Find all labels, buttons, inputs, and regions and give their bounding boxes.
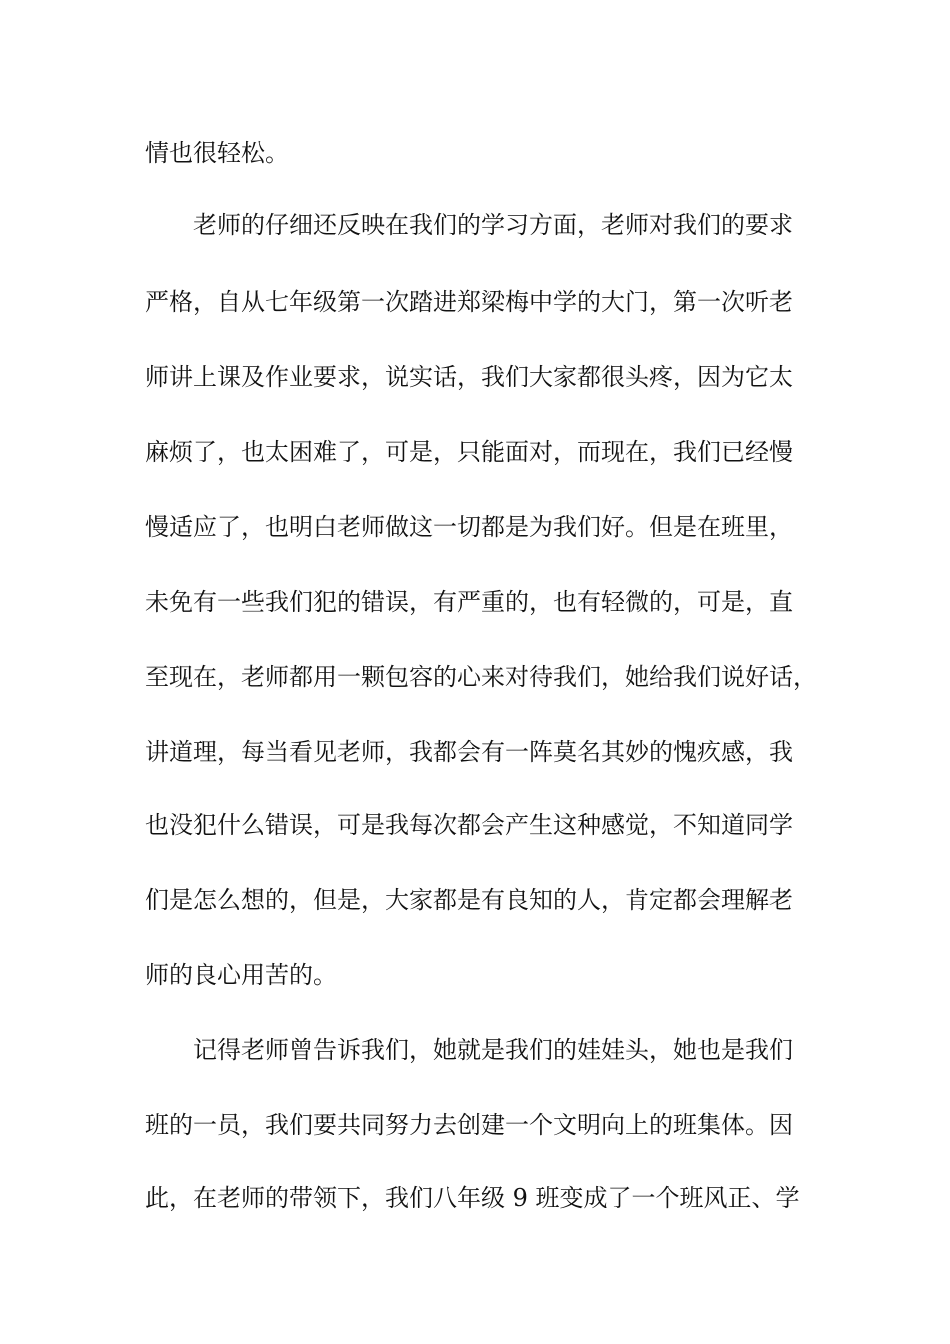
text-line: 麻烦了，也太困难了，可是，只能面对，而现在，我们已经慢	[145, 438, 793, 466]
paragraph-start-line: 老师的仔细还反映在我们的学习方面，老师对我们的要求	[145, 211, 793, 239]
text-line: 讲道理，每当看见老师，我都会有一阵莫名其妙的愧疚感，我	[145, 738, 793, 766]
text-line: 情也很轻松。	[145, 139, 289, 167]
text-line: 此，在老师的带领下，我们八年级 9 班变成了一个班风正、学	[145, 1184, 800, 1212]
text-line: 师讲上课及作业要求，说实话，我们大家都很头疼，因为它太	[145, 363, 793, 391]
text-line: 慢适应了，也明白老师做这一切都是为我们好。但是在班里，	[145, 513, 793, 541]
paragraph-start-line: 记得老师曾告诉我们，她就是我们的娃娃头，她也是我们	[145, 1036, 793, 1064]
text-line: 师的良心用苦的。	[145, 961, 337, 989]
text-line: 班的一员，我们要共同努力去创建一个文明向上的班集体。因	[145, 1111, 793, 1139]
text-line: 严格，自从七年级第一次踏进郑梁梅中学的大门，第一次听老	[145, 288, 793, 316]
text-line: 至现在，老师都用一颗包容的心来对待我们，她给我们说好话，	[145, 663, 817, 691]
text-line: 们是怎么想的，但是，大家都是有良知的人，肯定都会理解老	[145, 886, 793, 914]
text-line: 也没犯什么错误，可是我每次都会产生这种感觉，不知道同学	[145, 811, 793, 839]
text-line: 未免有一些我们犯的错误，有严重的，也有轻微的，可是，直	[145, 588, 793, 616]
